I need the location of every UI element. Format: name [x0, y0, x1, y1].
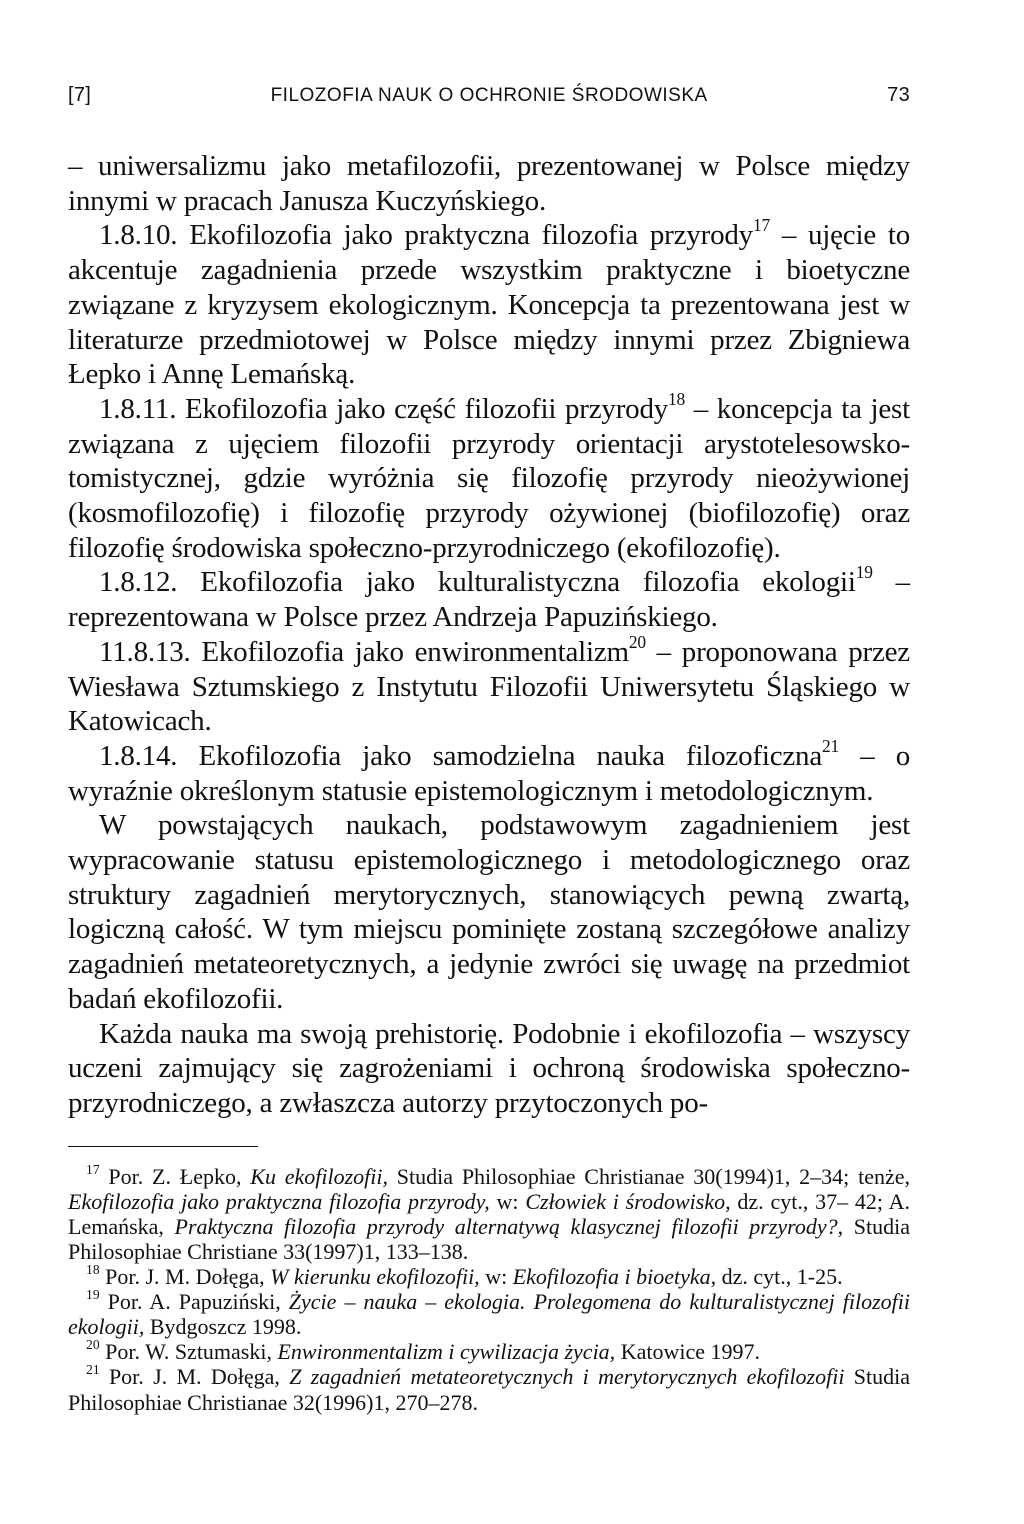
footnote-ref-18: 18: [668, 388, 686, 409]
paragraph-1-8-13: 11.8.13. Ekofilozofia jako enwironmentalizm$^{20}$ – proponowana przez Wiesława Sztumskiego z Instytutu Filozofii Uniwersytetu Śląskiego w Katowicach.: [68, 631, 910, 738]
footnote-title: Praktyczna filozofia przyrody alternatywą klasycznej filozofii przyrody?: [174, 1213, 838, 1239]
footnote-19: [68, 1286, 910, 1340]
running-title: FILOZOFIA NAUK O OCHRONIE ŚRODOWISKA: [270, 85, 708, 106]
footnote-title: Życie – nauka – ekologia. Prolegomena do kulturalistycznej filozofii ekologii,: [68, 1289, 910, 1340]
footnote-title: Enwironmentalizm i cywilizacja życia,: [277, 1339, 616, 1365]
footnote-title: Człowiek i środowisko,: [525, 1188, 731, 1214]
footnote-18: [68, 1261, 910, 1290]
footnote-divider: [68, 1146, 258, 1147]
running-header: [68, 84, 910, 107]
paragraph-1-8-11: 1.8.11. Ekofilozofia jako część filozofii przyrody$^{18}$ – koncepcja ta jest związana z ujęciem filozofii przyrody orientacji arystotelesowsko-tomistycznej, gdzie wyróżnia się filozofię przyrody nieożywionej (kosmofilozofię) i filozofię przyrody ożywionej (biofilozofię) oraz filozofię środowiska społeczno-przyrodniczego (ekofilozofię).: [68, 388, 910, 564]
page-number: 73: [887, 84, 910, 106]
footnote-number: 18: [86, 1261, 100, 1277]
paragraph-1-8-14: 1.8.14. Ekofilozofia jako samodzielna nauka filozoficzna$^{21}$ – o wyraźnie określonym statusie epistemologicznym i metodologicznym.: [68, 735, 910, 807]
footnote-number: 17: [86, 1161, 100, 1177]
footnote-number: 20: [86, 1337, 100, 1353]
footnote-21: [68, 1364, 910, 1414]
footnote-text: Studia Philosophiae Christianae 32(1996)1, 270–278.: [68, 1364, 910, 1415]
footnote-text: dz. cyt., 1-25.: [716, 1264, 843, 1290]
footnote-title: Ekofilozofia i bioetyka,: [512, 1264, 717, 1290]
footnote-text: Por. Z. Łepko,: [108, 1163, 251, 1189]
footnote-number: 21: [86, 1362, 100, 1378]
footnote-20: [68, 1339, 910, 1364]
footnote-text: w:: [489, 1188, 526, 1214]
footnote-text: , Studia Philosophiae Christiane 33(1997)1, 133–138.: [68, 1213, 910, 1264]
footnote-title: Z zagadnień metateoretycznych i merytorycznych ekofilozofii: [289, 1364, 845, 1390]
footnote-ref-21: 21: [822, 735, 840, 756]
page-ref: [7]: [68, 84, 92, 106]
paragraph-prehistory: Każda nauka ma swoją prehistorię. Podobnie i ekofilozofia – wszyscy uczeni zajmujący się zagrożeniami i ochroną środowiska społeczno-przyrodniczego, a zwłaszcza autorzy przytoczonych po-: [68, 1017, 910, 1119]
footnote-number: 19: [86, 1286, 100, 1302]
footnote-text: Bydgoszcz 1998.: [144, 1314, 302, 1340]
footnote-17: [68, 1161, 910, 1264]
document-page: [68, 84, 910, 1415]
body-text: [68, 149, 910, 1121]
footnote-text: Por. A. Papuziński,: [107, 1289, 289, 1315]
paragraph-1-8-10: 1.8.10. Ekofilozofia jako praktyczna filozofia przyrody$^{17}$ – ujęcie to akcentuje zagadnienia przede wszystkim praktyczne i bioetyczne związane z kryzysem ekologicznym. Koncepcja ta prezentowana jest w literaturze przedmiotowej w Polsce między innymi przez Zbigniewa Łepko i Annę Lemańską.: [68, 215, 910, 391]
paragraph-status: W powstających naukach, podstawowym zagadnieniem jest wypracowanie statusu epistemologicznego i metodologicznego oraz struktury zagadnień merytorycznych, stanowiących pewną zwartą, logiczną całość. W tym miejscu pominięte zostaną szczegółowe analizy zagadnień metateoretycznych, a jedynie zwróci się uwagę na przedmiot badań ekofilozofii.: [68, 809, 910, 1015]
footnote-text: Por. W. Sztumaski,: [105, 1339, 278, 1365]
footnote-ref-17: 17: [752, 215, 770, 236]
footnote-text: dz. cyt., 37– 42; A. Lemańska,: [68, 1188, 910, 1239]
footnote-text: w:: [479, 1264, 513, 1290]
footnote-title: W kierunku ekofilozofii,: [270, 1264, 480, 1290]
footnote-text: Por. J. M. Dołęga,: [105, 1264, 271, 1290]
footnotes: [68, 1161, 910, 1415]
footnote-title: Ekofilozofia jako praktyczna filozofia przyrody,: [68, 1188, 490, 1214]
footnote-text: Por. J. M. Dołęga,: [108, 1364, 290, 1390]
footnote-text: Katowice 1997.: [615, 1339, 760, 1365]
paragraph-continuation: – uniwersalizmu jako metafilozofii, prezentowanej w Polsce między innymi w pracach Janusza Kuczyńskiego.: [68, 150, 910, 217]
footnote-title: Ku ekofilozofii,: [250, 1163, 389, 1189]
footnote-ref-19: 19: [855, 562, 873, 583]
footnote-ref-20: 20: [628, 631, 646, 652]
footnote-text: Studia Philosophiae Christianae 30(1994)1, 2–34; tenże,: [388, 1163, 910, 1189]
paragraph-1-8-12: 1.8.12. Ekofilozofia jako kulturalistyczna filozofia ekologii$^{19}$ – reprezentowana w Polsce przez Andrzeja Papuzińskiego.: [68, 562, 910, 634]
